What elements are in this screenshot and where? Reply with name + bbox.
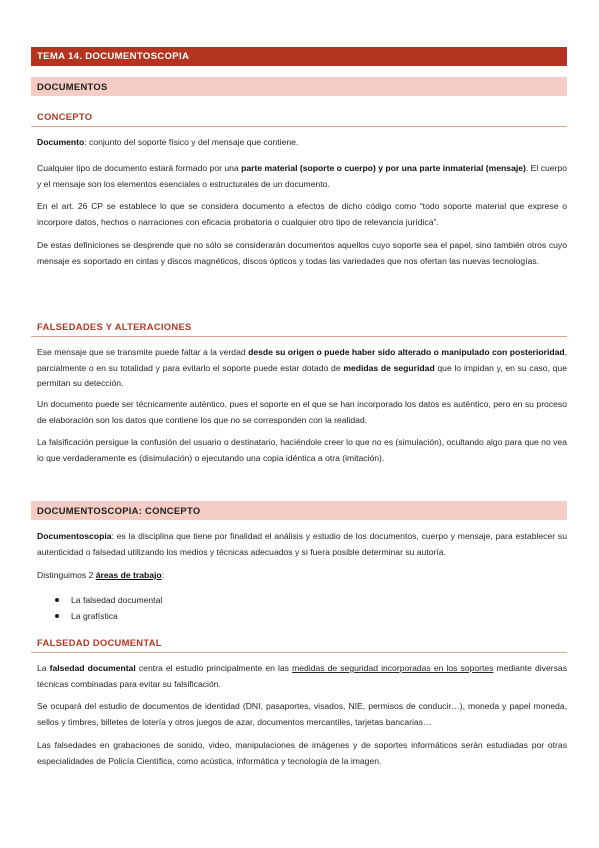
subheading-concepto: CONCEPTO <box>37 111 567 124</box>
definition-text: : es la disciplina que tiene por finalidad el análisis y estudio de los documentos, cuerpo y mensaje, para establecer su autenticidad o falsedad utilizando los medios y técnicas adecuados y si fuera posible determinar su autoría. <box>37 531 567 557</box>
text: Cualquier tipo de documento estará formado por una <box>37 163 242 173</box>
paragraph-mensaje-falso <box>37 345 567 392</box>
paragraph-falsedad-documental <box>37 661 567 692</box>
paragraph-definitions-conclusion: De estas definiciones se desprende que no sólo se considerarán documentos aquellos cuyo soporte sea el papel, sino también otros cuyo mensaje es soportado en cintas y discos magnéticos, discos ópticos y todas las variedades que nos ofertan las nuevas tecnologías. <box>37 240 567 266</box>
paragraph-art-26-cp: En el art. 26 CP se establece lo que se considera documento a efectos de dicho código como “todo soporte material que exprese o incorpore datos, hechos o narraciones con eficacia probatoria o cualquier otro tipo de relevancia jurídica”. <box>37 201 567 227</box>
paragraph-falsificacion: La falsificación persigue la confusión del usuario o destinatario, haciéndole creer lo que no es (simulación), ocultando algo para que no vea lo que verdaderamente es (disimulación) o ejecutando una copia idéntica a otra (imitación). <box>37 437 567 463</box>
bullet-icon <box>55 598 59 602</box>
list-item <box>55 609 118 623</box>
term-documentoscopia: Documentoscopia <box>37 531 112 541</box>
paragraph-documento-autentico: Un documento puede ser técnicamente auténtico, pues el soporte en el que se han incorporado los datos es auténtico, pero en su proceso de elaboración son los datos que contiene los que no se corresponden con la realidad. <box>37 399 567 425</box>
underlined-text: medidas de seguridad incorporadas en los soportes <box>292 663 494 673</box>
bold-underlined-text: áreas de trabajo <box>95 570 162 580</box>
section-heading-documentoscopia: DOCUMENTOSCOPIA: CONCEPTO <box>31 501 567 520</box>
paragraph-areas-trabajo <box>37 568 567 584</box>
paragraph-documento-definition <box>37 135 567 151</box>
text: , parcialmente o en su totalidad y para evitarlo el soporte puede estar dotado de <box>37 347 568 373</box>
list-item-label: La falsedad documental <box>71 595 163 605</box>
section-heading-documentos: DOCUMENTOS <box>31 77 567 96</box>
text: . El cuerpo y el mensaje son los elementos esenciales o estructurales de un documento. <box>37 163 567 189</box>
bold-text: desde su origen o puede haber sido alterado o manipulado con posterioridad <box>248 347 565 357</box>
text: que lo impidan y, en su caso, que permitan su detección. <box>37 362 567 388</box>
text: La <box>37 663 50 673</box>
definition-text: : conjunto del soporte físico y del mensaje que contiene. <box>84 137 299 147</box>
text: Distinguimos 2 <box>37 570 96 580</box>
paragraph-documentoscopia-definition <box>37 529 567 560</box>
subheading-falsedad-documental: FALSEDAD DOCUMENTAL <box>37 637 567 650</box>
text: Ese mensaje que se transmite puede faltar a la verdad <box>37 347 249 357</box>
paragraph-documento-parts <box>37 161 567 192</box>
bullet-icon <box>55 614 59 618</box>
paragraph-otras-especialidades: Las falsedades en grabaciones de sonido, video, manipulaciones de imágenes y de soportes informáticos serán estudiadas por otras especialidades de Policía Científica, como acústica, informática y tecnología de la imagen. <box>37 740 567 766</box>
text: : <box>161 570 165 580</box>
list-item <box>55 593 162 607</box>
text: mediante diversas técnicas combinadas para evitar su falsificación. <box>37 663 567 689</box>
page-title: TEMA 14. DOCUMENTOSCOPIA <box>31 47 567 66</box>
paragraph-documentos-estudio: Se ocupará del estudio de documentos de identidad (DNI, pasaportes, visados, NIE, permisos de conducir…), moneda y papel moneda, sellos y timbres, billetes de lotería y otros juegos de azar, documentos mercantiles, tarjetas bancarias… <box>37 701 567 727</box>
subheading-falsedades: FALSEDADES Y ALTERACIONES <box>37 321 567 334</box>
term-documento: Documento <box>37 137 85 147</box>
bold-text: parte material (soporte o cuerpo) y por una parte inmaterial (mensaje) <box>241 163 526 173</box>
bold-text: medidas de seguridad <box>343 362 435 373</box>
text: centra el estudio principalmente en las <box>135 663 293 673</box>
list-item-label: La grafística <box>71 611 118 621</box>
bold-text: falsedad documental <box>49 663 136 673</box>
